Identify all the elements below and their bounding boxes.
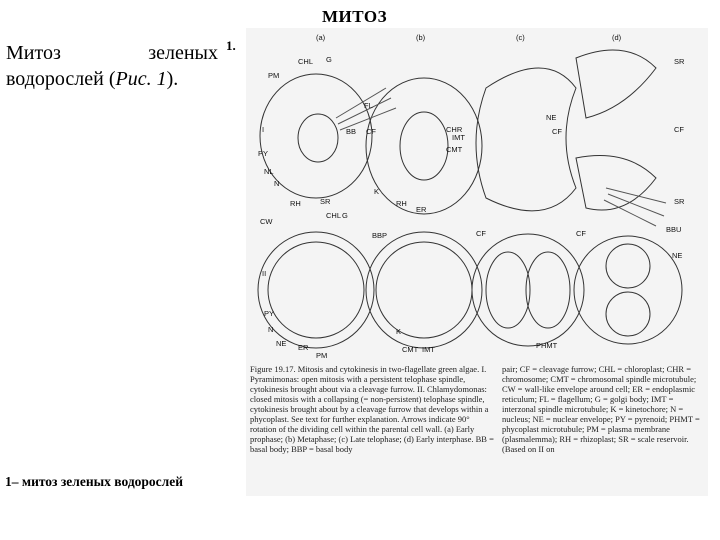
label-cf5: CF	[576, 229, 586, 238]
label-k2: K	[396, 327, 402, 336]
label-n: N	[274, 179, 280, 188]
label-k: K	[374, 187, 380, 196]
cell-id-top	[576, 50, 656, 118]
figure-number: 1.	[226, 38, 236, 53]
cell-id-bottom	[576, 156, 656, 211]
label-rh2: RH	[396, 199, 407, 208]
slide-title: МИТОЗ	[322, 7, 388, 26]
label-py2: PY	[264, 309, 275, 318]
label-sr2: SR	[674, 57, 685, 66]
cell-iia-inner	[268, 242, 364, 338]
cell-iia	[258, 232, 374, 348]
label-imt: IMT	[452, 133, 465, 142]
label-chl: CHL	[298, 57, 314, 66]
label-cw: CW	[260, 217, 273, 226]
intro-figure-ref: Рис. 1	[115, 68, 167, 90]
label-pm: PM	[268, 71, 280, 80]
label-ne2: NE	[276, 339, 287, 348]
label-ne3: NE	[672, 251, 683, 260]
label-cf3: CF	[674, 125, 684, 134]
label-bb: BB	[346, 127, 357, 136]
label-bbp: BBP	[372, 231, 388, 240]
flagella-id	[604, 188, 666, 226]
cell-ib	[366, 78, 482, 214]
intro-text: Митоз зеленых водорослей (	[6, 42, 218, 90]
cell-iib	[366, 232, 482, 348]
label-cf2: CF	[552, 127, 562, 136]
label-b: (b)	[416, 33, 426, 42]
label-fl: FL	[364, 101, 373, 110]
cell-iid-top	[606, 244, 650, 288]
label-g2: G	[342, 211, 348, 220]
label-ii: II	[262, 269, 267, 278]
label-chr: CHR	[446, 125, 463, 134]
figure-caption: 1– митоз зеленых водорослей	[5, 474, 184, 489]
label-er: ER	[416, 205, 427, 214]
label-bbu: BBU	[666, 225, 682, 234]
label-ne: NE	[546, 113, 557, 122]
label-sr: SR	[320, 197, 331, 206]
cell-iib-inner	[376, 242, 472, 338]
label-cf4: CF	[476, 229, 486, 238]
intro-paragraph	[6, 40, 218, 92]
intro-end: ).	[166, 68, 179, 90]
cell-iic-left	[486, 252, 530, 328]
label-d: (d)	[612, 33, 622, 42]
cell-ic	[476, 68, 576, 211]
label-rh: RH	[290, 199, 301, 208]
cell-iid-bottom	[606, 292, 650, 336]
cell-iid	[574, 236, 682, 344]
figure-caption-left: Figure 19.17. Mitosis and cytokinesis in two-flagellate green algae. I. Pyramimonas: open mitosis with a persistent telophase spindle, cytokinesis brought about via a cleavage furrow. II. Chlamydomonas: closed mitosis with a collapsing (= non-persistent) telophase spindle, cytokinesis brought about by a cleavage furrow that develops within a phycoplast. See text for further explanation. Arrows indicate 90° rotation of the dividing cell within the parental cell wall. (a) Early prophase; (b) Metaphase; (c) Late telophase; (d) Early interphase. BB = basal body; BBP = basal body	[250, 364, 494, 455]
label-phmt: PHMT	[536, 341, 558, 350]
cell-ib-spindle	[400, 112, 448, 180]
label-c: (c)	[516, 33, 525, 42]
label-g: G	[326, 55, 332, 64]
cell-iic	[472, 234, 584, 346]
cell-ia-nucleus	[298, 114, 338, 162]
figure-caption-right: pair; CF = cleavage furrow; CHL = chloroplast; CHR = chromosome; CMT = chromosomal spindle microtubule; CW = wall-like envelope around cell; ER = endoplasmic reticulum; FL = flagellum; G = golgi body; IMT = interzonal spindle microtubule; K = kinetochore; N = nucleus; NE = nuclear envelope; PY = pyrenoid; PHMT = phycoplast microtubule; PM = plasma membrane (plasmalemma); RH = rhizoplast; SR = scale reservoir. (Based on II on	[502, 364, 700, 455]
label-sr3: SR	[674, 197, 685, 206]
label-nl: NL	[264, 167, 274, 176]
label-imt2: IMT	[422, 345, 435, 354]
label-py: PY	[258, 149, 269, 158]
label-cmt: CMT	[446, 145, 463, 154]
label-a: (a)	[316, 33, 326, 42]
label-i: I	[262, 125, 265, 134]
label-cf: CF	[366, 127, 376, 136]
label-pm2: PM	[316, 351, 328, 360]
label-n2: N	[268, 325, 274, 334]
label-chl2: CHL	[326, 211, 342, 220]
cell-iic-right	[526, 252, 570, 328]
label-er2: ER	[298, 343, 309, 352]
label-cmt2: CMT	[402, 345, 419, 354]
